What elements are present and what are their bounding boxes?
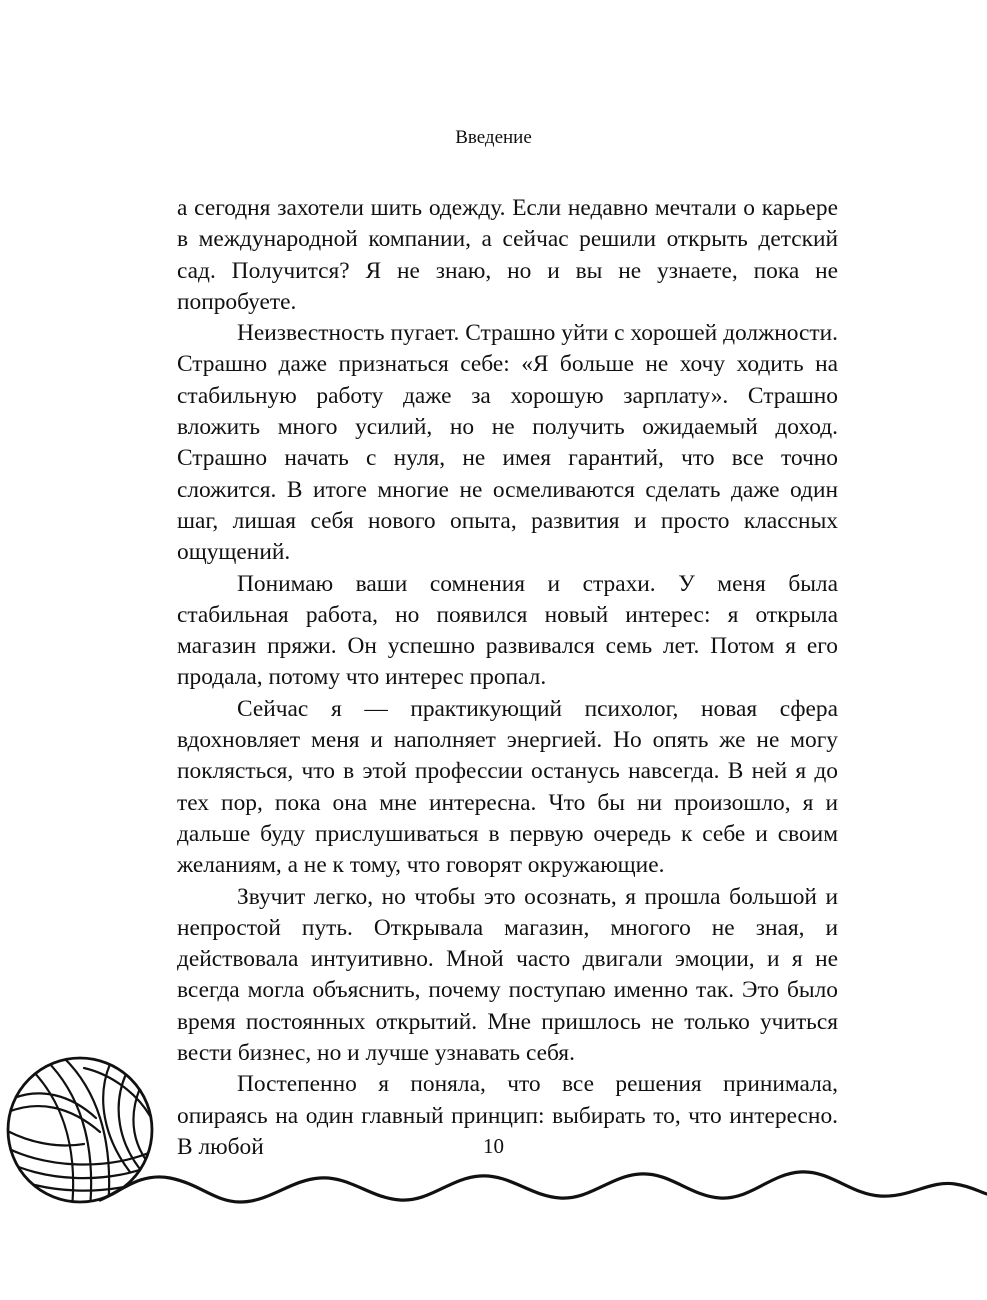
- paragraph-1: а сегодня захотели шить одежду. Если недавно мечтали о карьере в международной компании, а сейчас решили открыть детский сад. Получится? Я не знаю, но и вы не узнаете, пока не попробуете.: [177, 195, 838, 315]
- paragraph-2: Неизвестность пугает. Страшно уйти с хорошей должности. Страшно даже признаться себе: «Я больше не хочу ходить на стабильную работу даже за хорошую зарплату». Страшно вложить много усилий, но не получить ожидаемый доход. Страшно начать с нуля, не имея гарантий, что все точно сложится. В итоге многие не осмеливаются сделать даже один шаг, лишая себя нового опыта, развития и просто классных ощущений.: [177, 320, 838, 566]
- paragraph-5: Звучит легко, но чтобы это осознать, я прошла большой и непростой путь. Открывала магазин, многого не зная, и действовала интуитивно. Мной часто двигали эмоции, и я не всегда могла объяснить, почему поступаю именно так. Это было время постоянных открытий. Мне пришлось не только учиться вести бизнес, но и лучше узнавать себя.: [177, 883, 838, 1067]
- paragraph-6: Постепенно я поняла, что все решения принимала, опираясь на один главный принцип: выбирать то, что интересно. В любой: [177, 1071, 838, 1160]
- page-number: 10: [483, 1134, 504, 1158]
- running-head: Введение: [455, 127, 532, 148]
- paragraph-3: Понимаю ваши сомнения и страхи. У меня была стабильная работа, но появился новый интерес: я открыла магазин пряжи. Он успешно развивался семь лет. Потом я его продала, потому что интерес пропал.: [177, 570, 838, 691]
- wave-divider: [0, 1150, 987, 1220]
- paragraph-4: Сейчас я — практикующий психолог, новая сфера вдохновляет меня и наполняет энергией. Но опять же не могу поклясться, что в этой профессии останусь навсегда. В ней я до тех пор, пока она мне интересна. Что бы ни произошло, я и дальше буду прислушиваться в первую очередь к себе и своим желаниям, а не к тому, что говорят окружающие.: [177, 695, 838, 879]
- body-text: [177, 193, 838, 1163]
